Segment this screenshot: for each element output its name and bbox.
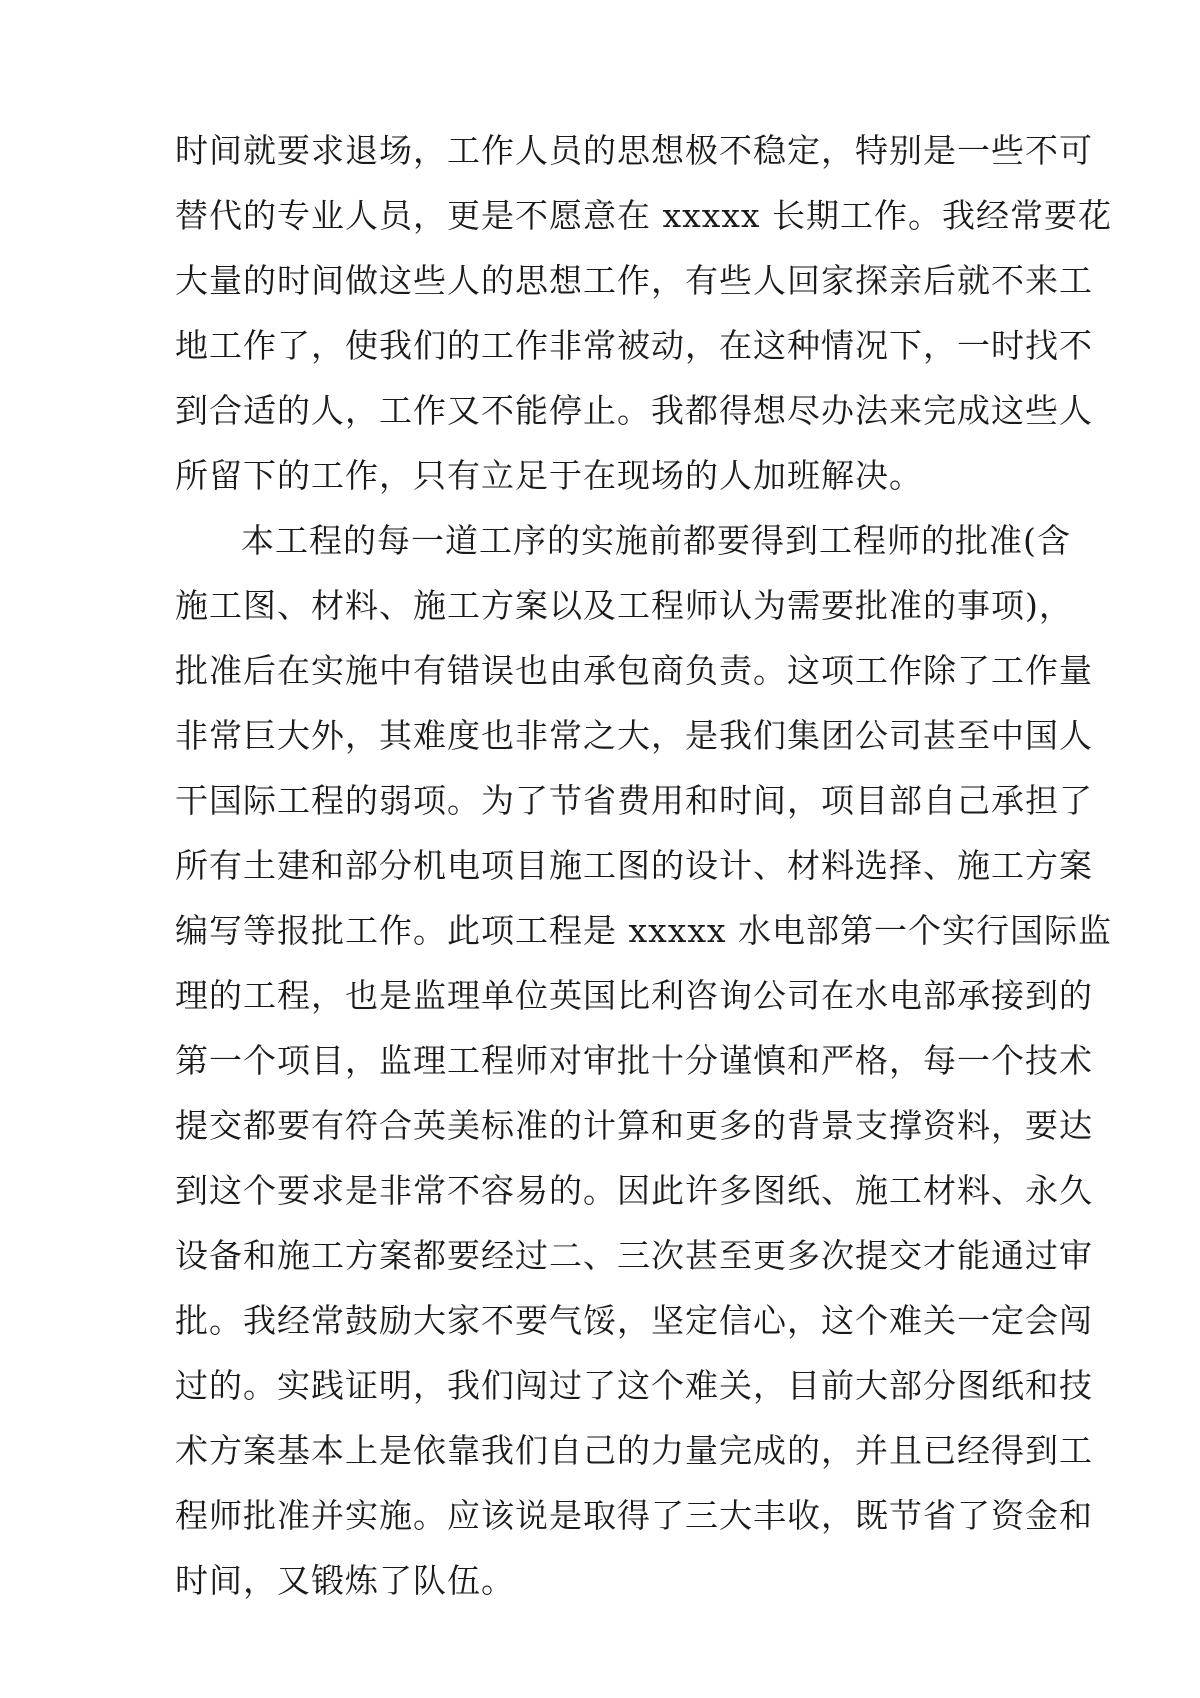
text-line: 批。我经常鼓励大家不要气馁，坚定信心，这个难关一定会闯 bbox=[175, 1301, 1093, 1340]
text-line: 本工程的每一道工序的实施前都要得到工程师的批准(含 bbox=[241, 521, 1071, 560]
text-line: 编写等报批工作。此项工程是 xxxxx 水电部第一个实行国际监 bbox=[175, 911, 1113, 950]
text-line: 到这个要求是非常不容易的。因此许多图纸、施工材料、永久 bbox=[175, 1171, 1093, 1210]
text-line: 干国际工程的弱项。为了节省费用和时间，项目部自己承担了 bbox=[175, 781, 1093, 820]
document-page bbox=[175, 118, 1113, 1613]
text-line: 理的工程，也是监理单位英国比利咨询公司在水电部承接到的 bbox=[175, 976, 1093, 1015]
text-line: 提交都要有符合英美标准的计算和更多的背景支撑资料，要达 bbox=[175, 1106, 1093, 1145]
text-line: 大量的时间做这些人的思想工作，有些人回家探亲后就不来工 bbox=[175, 261, 1093, 300]
text-line: 所留下的工作，只有立足于在现场的人加班解决。 bbox=[175, 456, 923, 495]
paragraph-2 bbox=[175, 508, 1113, 1613]
text-line: 非常巨大外，其难度也非常之大，是我们集团公司甚至中国人 bbox=[175, 716, 1093, 755]
text-line: 所有土建和部分机电项目施工图的设计、材料选择、施工方案 bbox=[175, 846, 1093, 885]
text-line: 地工作了，使我们的工作非常被动，在这种情况下，一时找不 bbox=[175, 326, 1093, 365]
text-line: 批准后在实施中有错误也由承包商负责。这项工作除了工作量 bbox=[175, 651, 1093, 690]
text-line: 程师批准并实施。应该说是取得了三大丰收，既节省了资金和 bbox=[175, 1496, 1093, 1535]
text-line: 第一个项目，监理工程师对审批十分谨慎和严格，每一个技术 bbox=[175, 1041, 1093, 1080]
text-line: 过的。实践证明，我们闯过了这个难关，目前大部分图纸和技 bbox=[175, 1366, 1093, 1405]
text-line: 替代的专业人员，更是不愿意在 xxxxx 长期工作。我经常要花 bbox=[175, 196, 1113, 235]
text-line: 术方案基本上是依靠我们自己的力量完成的，并且已经得到工 bbox=[175, 1431, 1093, 1470]
text-line: 到合适的人，工作又不能停止。我都得想尽办法来完成这些人 bbox=[175, 391, 1093, 430]
text-line: 时间就要求退场，工作人员的思想极不稳定，特别是一些不可 bbox=[175, 131, 1093, 170]
text-line: 施工图、材料、施工方案以及工程师认为需要批准的事项)， bbox=[175, 586, 1073, 625]
paragraph-1 bbox=[175, 118, 1113, 508]
text-line: 时间，又锻炼了队伍。 bbox=[175, 1561, 515, 1600]
text-line: 设备和施工方案都要经过二、三次甚至更多次提交才能通过审 bbox=[175, 1236, 1093, 1275]
